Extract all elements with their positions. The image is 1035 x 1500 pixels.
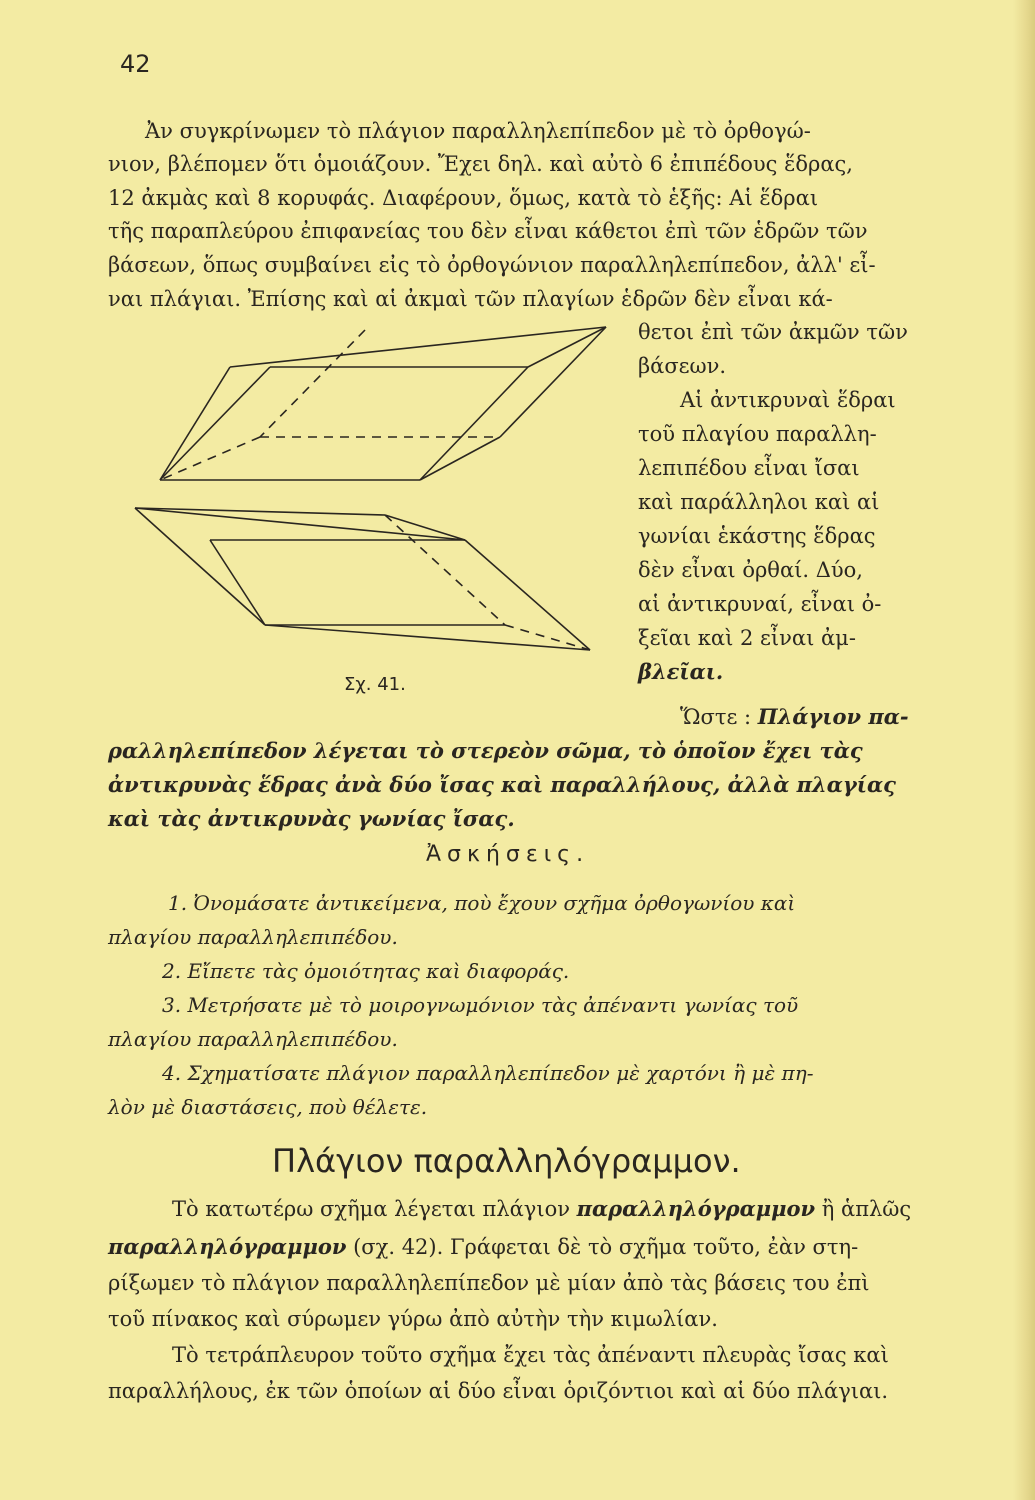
section-p1-line-2 xyxy=(108,1232,858,1262)
section-p1-term: παραλληλόγραμμον xyxy=(576,1196,816,1221)
right-column-line: δὲν εἶναι ὀρθαί. Δύο, xyxy=(638,558,863,582)
lower-hidden-edge-1 xyxy=(385,515,505,625)
section-p1-text: ἢ ἁπλῶς xyxy=(815,1197,912,1221)
upper-back-right-edge xyxy=(500,327,606,437)
page-edge-shadow xyxy=(1013,0,1035,1500)
figure-caption: Σχ. 41. xyxy=(344,674,406,695)
upper-hidden-edge-3 xyxy=(160,437,260,480)
right-column-line: βλεῖαι. xyxy=(638,659,724,684)
definition-line: καὶ τὰς ἀντικρυνὰς γωνίας ἴσας. xyxy=(108,806,515,831)
intro-line: ναι πλάγιαι. Ἐπίσης καὶ αἱ ἀκμαὶ τῶν πλαγίων ἑδρῶν δὲν εἶναι κά- xyxy=(108,287,833,311)
figure-oblique-parallelepipeds xyxy=(130,325,610,675)
right-column-line: γωνίαι ἑκάστης ἕδρας xyxy=(638,524,876,548)
lower-bottom-back-edge xyxy=(265,625,590,650)
section-p1-line: τοῦ πίνακος καὶ σύρωμεν γύρω ἀπὸ αὐτὴν τὴν κιμωλίαν. xyxy=(108,1307,718,1331)
definition-lead: Ὥστε : xyxy=(680,705,758,729)
right-column-line: τοῦ πλαγίου παραλλη- xyxy=(638,422,877,446)
upper-front-right-edge xyxy=(420,367,528,480)
lower-front-left-edge xyxy=(135,508,265,625)
right-column-line: καὶ παράλληλοι καὶ αἱ xyxy=(638,490,880,514)
section-p1-line-1 xyxy=(172,1194,911,1224)
upper-right-edge xyxy=(528,327,606,367)
upper-parallelepiped xyxy=(160,327,606,480)
exercise-item: πλαγίου παραλληλεπιπέδου. xyxy=(108,1027,398,1051)
right-column-line: αἱ ἀντικρυναί, εἶναι ὀ- xyxy=(638,592,882,616)
intro-line: νιον, βλέπομεν ὅτι ὁμοιάζουν. Ἔχει δηλ. καὶ αὐτὸ 6 ἐπιπέδους ἕδρας, xyxy=(108,152,853,176)
right-column-line: ξεῖαι καὶ 2 εἶναι ἀμ- xyxy=(638,626,856,650)
section-p2-line: παραλλήλους, ἐκ τῶν ὁποίων αἱ δύο εἶναι ὁριζόντιοι καὶ αἱ δύο πλάγιαι. xyxy=(108,1379,889,1403)
exercise-item: 3. Μετρήσατε μὲ τὸ μοιρογνωμόνιον τὰς ἀπέναντι γωνίας τοῦ xyxy=(162,993,799,1017)
lower-right-edge xyxy=(465,540,590,650)
intro-line: 12 ἀκμὰς καὶ 8 κορυφάς. Διαφέρουν, ὅμως, κατὰ τὸ ἑξῆς: Αἱ ἕδραι xyxy=(108,186,819,210)
section-p1-text: Τὸ κατωτέρω σχῆμα λέγεται πλάγιον xyxy=(172,1197,577,1221)
section-p1-line: ρίξωμεν τὸ πλάγιον παραλληλεπίπεδον μὲ μίαν ἀπὸ τὰς βάσεις του ἐπὶ xyxy=(108,1271,870,1295)
right-column-line: Αἱ ἀντικρυναὶ ἕδραι xyxy=(680,388,896,412)
intro-line: βάσεων, ὅπως συμβαίνει εἰς τὸ ὀρθογώνιον παραλληλεπίπεδον, ἀλλ' εἶ- xyxy=(108,253,876,277)
upper-hidden-edge-1 xyxy=(260,330,365,437)
exercise-item: 1. Ὀνομάσατε ἀντικείμενα, ποὺ ἔχουν σχῆμα ὀρθογωνίου καὶ xyxy=(168,891,796,915)
section-p2-line: Τὸ τετράπλευρον τοῦτο σχῆμα ἔχει τὰς ἀπέναντι πλευρὰς ἴσας καὶ xyxy=(172,1343,889,1367)
upper-front-left-edge xyxy=(160,367,270,480)
exercise-item: 4. Σχηματίσατε πλάγιον παραλληλεπίπεδον μὲ χαρτόνι ἢ μὲ πη- xyxy=(162,1061,814,1085)
right-column-line: βάσεων. xyxy=(638,354,727,378)
upper-left-back-edge xyxy=(160,367,230,480)
exercise-item: πλαγίου παραλληλεπιπέδου. xyxy=(108,925,398,949)
definition-line: ἀντικρυνὰς ἕδρας ἀνὰ δύο ἴσας καὶ παραλλήλους, ἀλλὰ πλαγίας xyxy=(108,772,896,797)
right-column-line: θετοι ἐπὶ τῶν ἀκμῶν τῶν xyxy=(638,320,908,344)
right-column-line: λεπιπέδου εἶναι ἴσαι xyxy=(638,456,860,480)
section-title: Πλάγιον παραλληλόγραμμον. xyxy=(272,1142,741,1180)
definition-term: Πλάγιον πα- xyxy=(757,704,909,729)
lower-parallelepiped xyxy=(135,508,590,650)
page-number: 42 xyxy=(120,50,151,78)
section-p1-text: (σχ. 42). Γράφεται δὲ τὸ σχῆμα τοῦτο, ἐὰν στη- xyxy=(346,1235,859,1259)
intro-line: τῆς παραπλεύρου ἐπιφανείας του δὲν εἶναι κάθετοι ἐπὶ τῶν ἑδρῶν τῶν xyxy=(108,219,868,243)
definition-line: ραλληλεπίπεδον λέγεται τὸ στερεὸν σῶμα, τὸ ὁποῖον ἔχει τὰς xyxy=(108,738,863,763)
section-p1-term: παραλληλόγραμμον xyxy=(108,1234,347,1259)
intro-line: Ἀν συγκρίνωμεν τὸ πλάγιον παραλληλεπίπεδον μὲ τὸ ὀρθογώ- xyxy=(145,119,811,143)
definition-line-1 xyxy=(680,702,909,732)
upper-top-back-edge xyxy=(230,327,606,367)
exercise-item: 2. Εἴπετε τὰς ὁμοιότητας καὶ διαφοράς. xyxy=(162,959,570,983)
exercises-heading: Ἀσκήσεις. xyxy=(426,842,590,867)
exercise-item: λὸν μὲ διαστάσεις, ποὺ θέλετε. xyxy=(108,1095,428,1119)
upper-bottom-right-edge xyxy=(420,437,500,480)
